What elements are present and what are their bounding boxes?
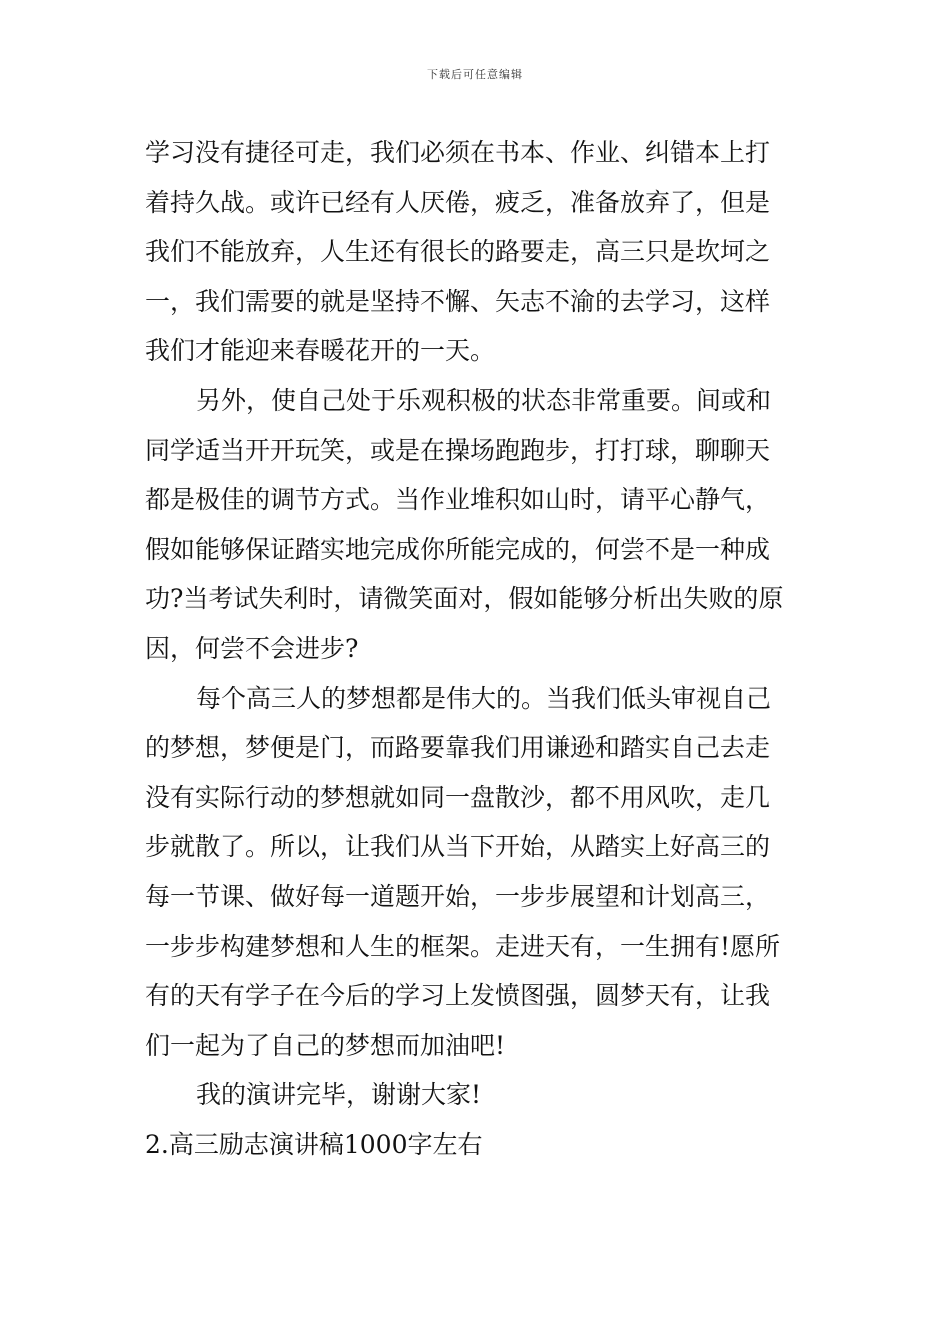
text-line: 同学适当开开玩笑，或是在操场跑跑步，打打球，聊聊天 — [145, 435, 771, 465]
text-line: 一，我们需要的就是坚持不懈、矢志不渝的去学习，这样 — [145, 286, 771, 316]
text-line: 的梦想，梦便是门，而路要靠我们用谦逊和踏实自己去走 — [145, 733, 771, 763]
text-line: 我们不能放弃，人生还有很长的路要走，高三只是坎坷之 — [145, 237, 771, 267]
text-line: 有的天有学子在今后的学习上发愤图强，圆梦天有，让我 — [145, 981, 771, 1011]
text-line: 功?当考试失利时，请微笑面对，假如能够分析出失败的原 — [145, 584, 784, 614]
text-line: 假如能够保证踏实地完成你所能完成的，何尝不是一种成 — [145, 534, 771, 564]
text-line: 没有实际行动的梦想就如同一盘散沙，都不用风吹，走几 — [145, 782, 771, 812]
section-heading: 2.高三励志演讲稿1000字左右 — [145, 1129, 483, 1159]
text-line: 步就散了。所以，让我们从当下开始，从踏实上好高三的 — [145, 832, 771, 862]
text-line: 着持久战。或许已经有人厌倦，疲乏，准备放弃了，但是 — [145, 187, 771, 217]
page-header: 下载后可任意编辑 — [427, 68, 523, 81]
text-line: 每一节课、做好每一道题开始，一步步展望和计划高三， — [145, 881, 771, 911]
text-line: 我们才能迎来春暖花开的一天。 — [145, 336, 496, 366]
paragraph-first-line: 另外，使自己处于乐观积极的状态非常重要。间或和 — [196, 385, 772, 415]
paragraph-first-line: 每个高三人的梦想都是伟大的。当我们低头审视自己 — [196, 683, 772, 713]
text-line: 因，何尝不会进步? — [145, 633, 359, 663]
closing-line: 我的演讲完毕，谢谢大家! — [196, 1080, 482, 1110]
text-line: 一步步构建梦想和人生的框架。走进天有，一生拥有!愿所 — [145, 931, 781, 961]
text-line: 学习没有捷径可走，我们必须在书本、作业、纠错本上打 — [145, 138, 771, 167]
text-line: 们一起为了自己的梦想而加油吧! — [145, 1030, 506, 1060]
document-body — [145, 128, 811, 1169]
text-line: 都是极佳的调节方式。当作业堆积如山时，请平心静气， — [145, 485, 771, 515]
